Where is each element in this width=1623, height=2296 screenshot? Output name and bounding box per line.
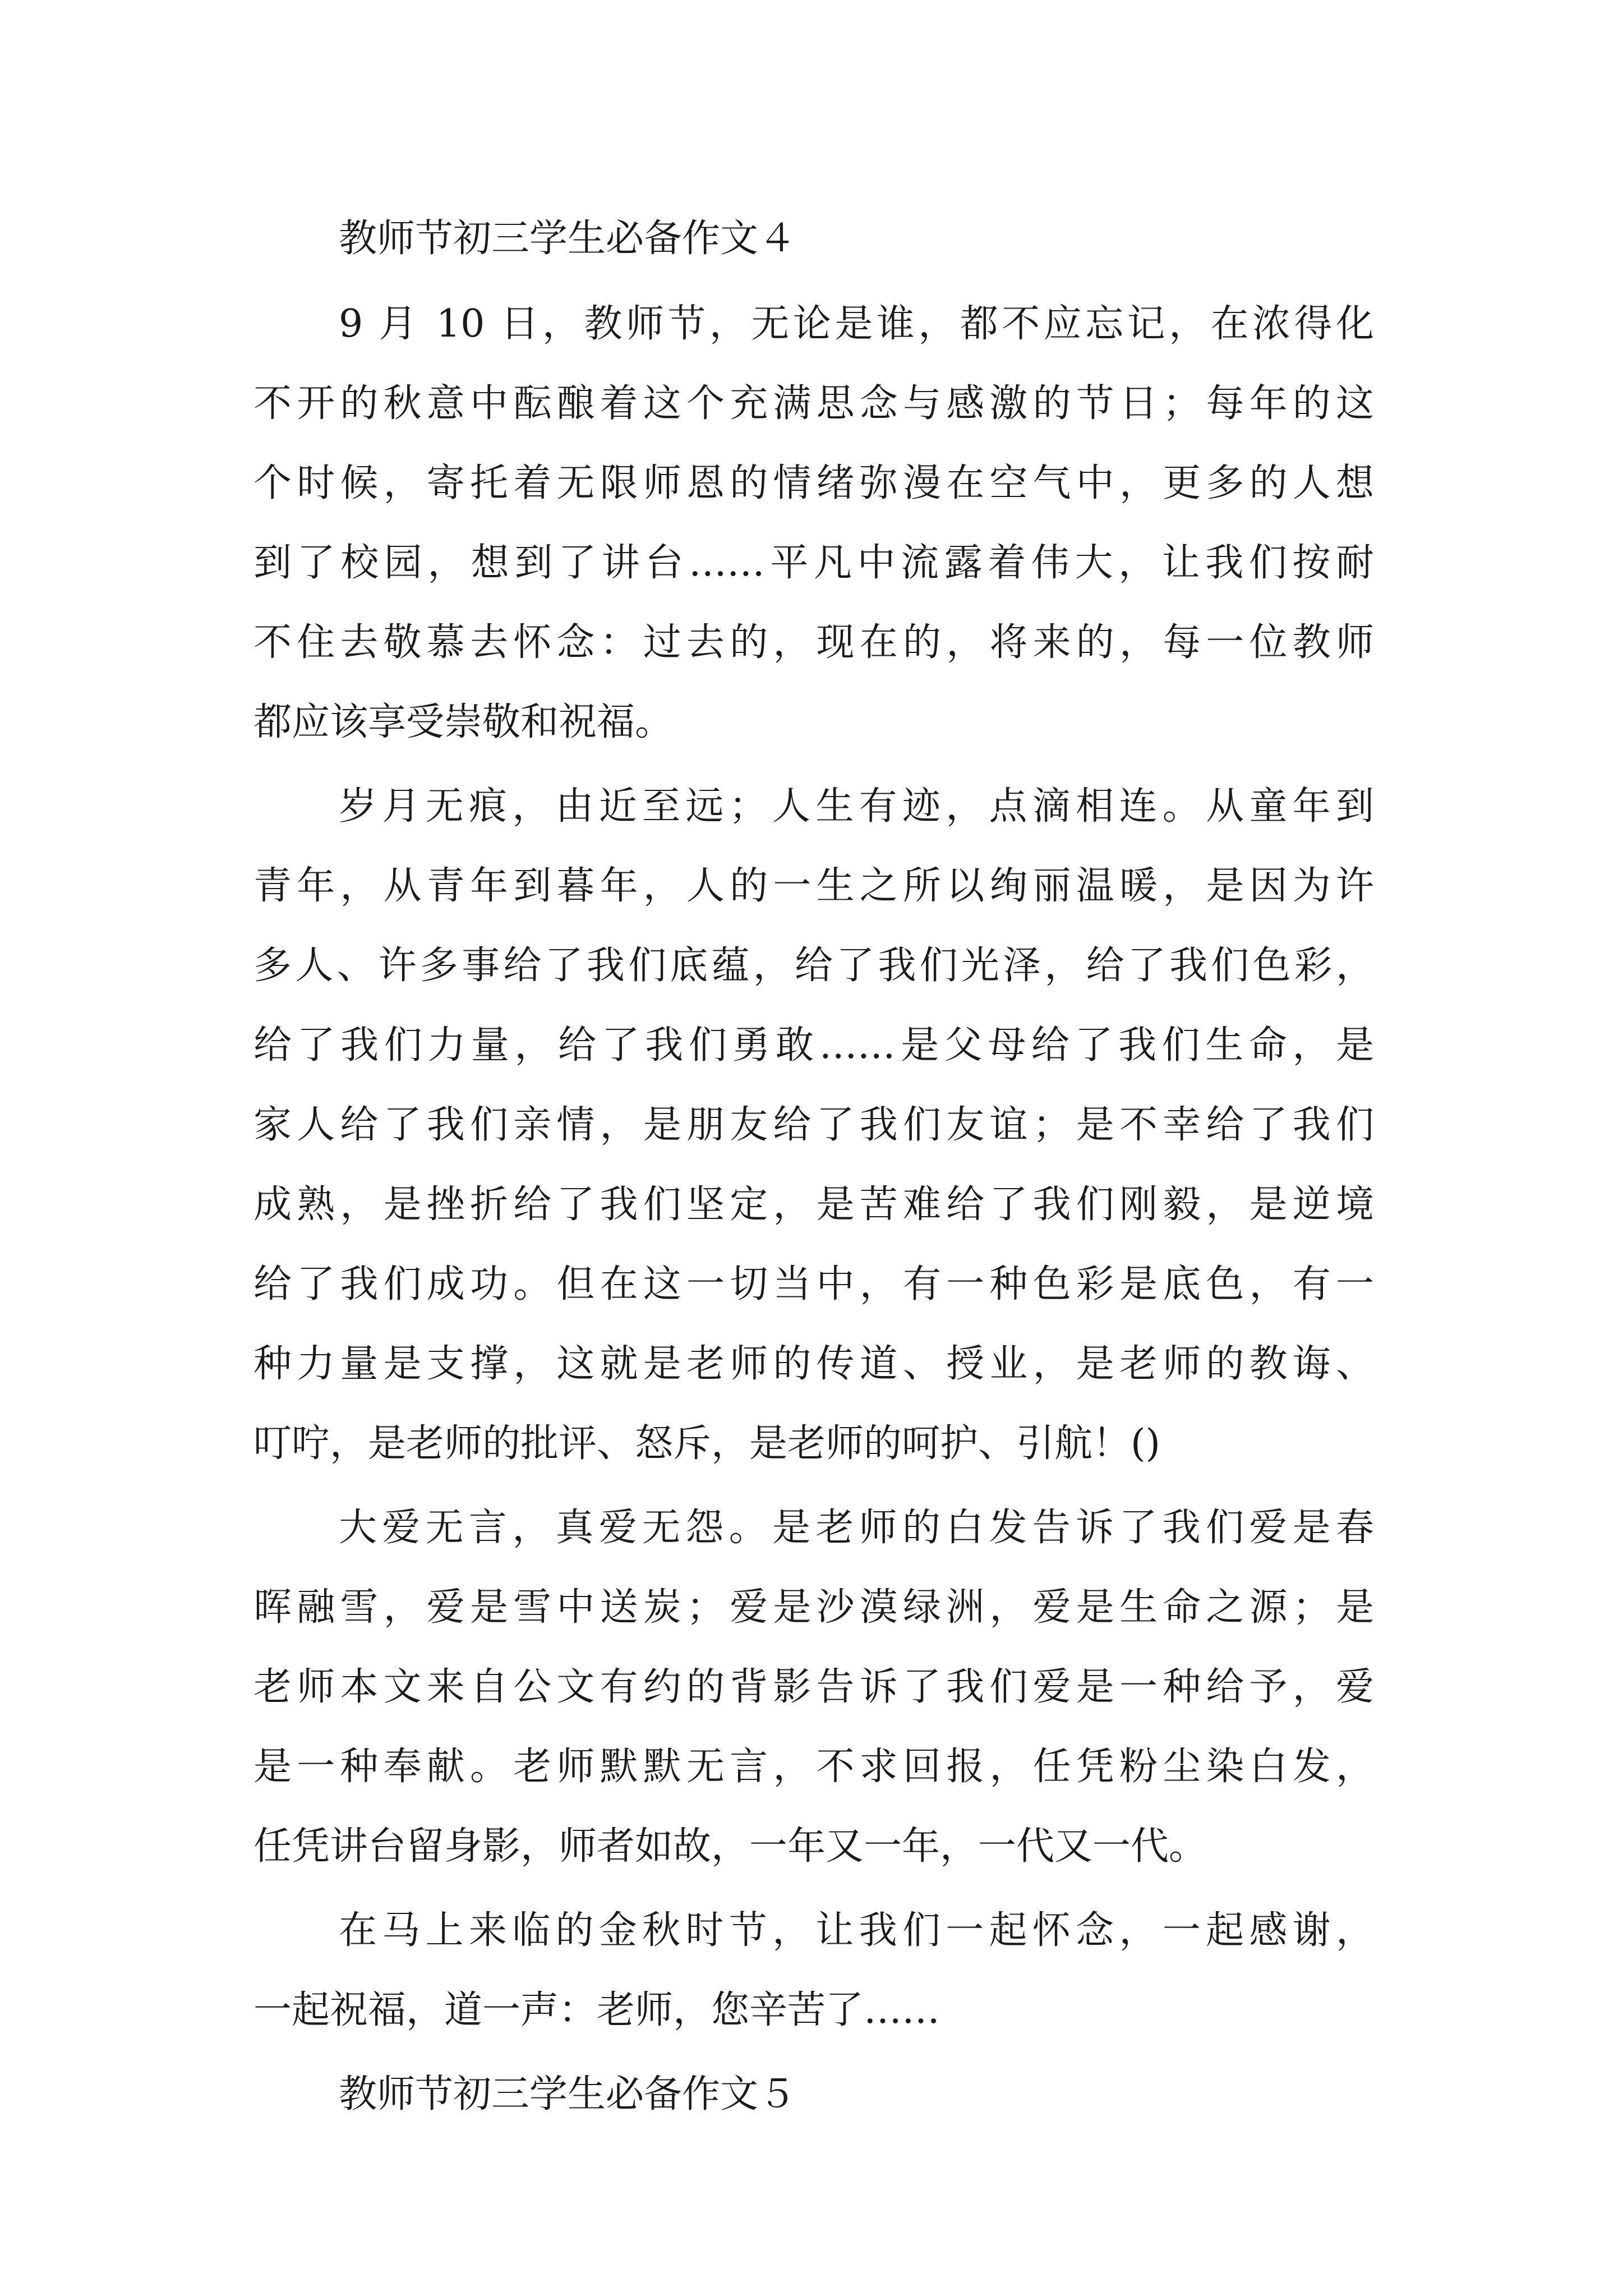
heading-text: 教师节初三学生必备作文５	[339, 2072, 797, 2116]
paragraph-line: 都应该享受崇敬和祝福。	[253, 700, 674, 744]
paragraph-3	[253, 1488, 1374, 1887]
paragraph-line: 晖融雪，爱是雪中送炭；爱是沙漠绿洲，爱是生命之源；是	[253, 1585, 1374, 1630]
section-heading	[253, 199, 1374, 279]
paragraph-line: 大爱无言，真爱无怨。是老师的白发告诉了我们爱是春	[339, 1506, 1374, 1550]
paragraph-line: 叮咛，是老师的批评、怒斥，是老师的呵护、引航！()	[253, 1421, 1161, 1466]
paragraph-line: 一起祝福，道一声：老师，您辛苦了……	[253, 1988, 940, 2032]
section-heading	[253, 2055, 1374, 2134]
paragraph-line: 是一种奉献。老师默默无言，不求回报，任凭粉尘染白发，	[253, 1745, 1374, 1789]
heading-text: 教师节初三学生必备作文４	[339, 217, 797, 261]
paragraph-line: 老师本文来自公文有约的背影告诉了我们爱是一种给予，爱	[253, 1665, 1374, 1709]
document-body	[253, 199, 1374, 2140]
paragraph-line: 给了我们力量，给了我们勇敢……是父母给了我们生命，是	[253, 1023, 1374, 1068]
paragraph-1	[253, 284, 1374, 762]
paragraph-line: 在马上来临的金秋时节，让我们一起怀念，一起感谢，	[339, 1908, 1374, 1953]
paragraph-line: 多人、许多事给了我们底蕴，给了我们光泽，给了我们色彩，	[253, 944, 1374, 988]
paragraph-line: 青年，从青年到暮年，人的一生之所以绚丽温暖，是因为许	[253, 864, 1374, 908]
paragraph-4	[253, 1891, 1374, 2050]
paragraph-line: 家人给了我们亲情，是朋友给了我们友谊；是不幸给了我们	[253, 1103, 1374, 1147]
paragraph-line: 岁月无痕，由近至远；人生有迹，点滴相连。从童年到	[339, 784, 1374, 829]
paragraph-line: 不开的秋意中酝酿着这个充满思念与感激的节日；每年的这	[253, 381, 1374, 426]
paragraph-line: 不住去敬慕去怀念：过去的，现在的，将来的，每一位教师	[253, 620, 1374, 665]
paragraph-line: 任凭讲台留身影，师者如故，一年又一年，一代又一代。	[253, 1824, 1207, 1869]
paragraph-line: 个时候，寄托着无限师恩的情绪弥漫在空气中，更多的人想	[253, 461, 1374, 505]
paragraph-2	[253, 767, 1374, 1484]
paragraph-line: 给了我们成功。但在这一切当中，有一种色彩是底色，有一	[253, 1262, 1374, 1306]
paragraph-line: 到了校园，想到了讲台……平凡中流露着伟大，让我们按耐	[253, 541, 1374, 585]
paragraph-line: 种力量是支撑，这就是老师的传道、授业，是老师的教诲、	[253, 1342, 1374, 1386]
paragraph-line: 成熟，是挫折给了我们坚定，是苦难给了我们刚毅，是逆境	[253, 1182, 1374, 1227]
paragraph-line: 9 月 10 日，教师节，无论是谁，都不应忘记，在浓得化	[339, 302, 1374, 346]
